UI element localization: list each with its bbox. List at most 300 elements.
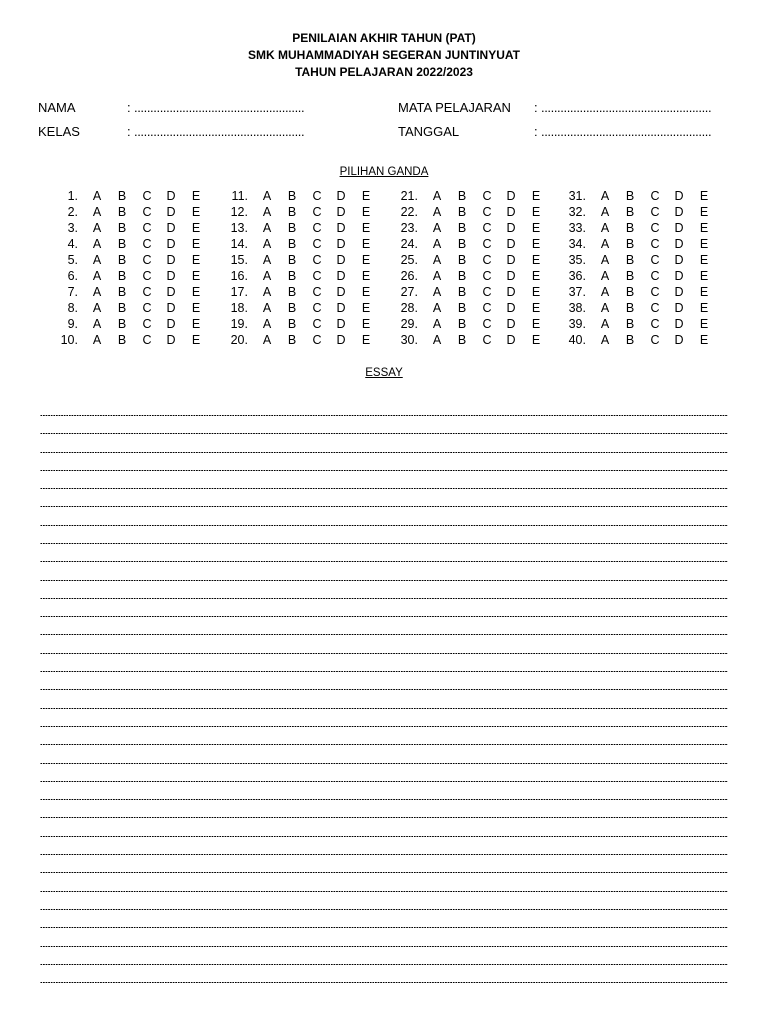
- answer-option-d[interactable]: D: [506, 301, 516, 315]
- question-row: [556, 268, 726, 284]
- answer-option-a[interactable]: A: [600, 285, 610, 299]
- question-row: [218, 268, 388, 284]
- field-nama[interactable]: [38, 100, 338, 116]
- answer-option-e[interactable]: E: [191, 221, 201, 235]
- question-row: [388, 188, 558, 204]
- answer-option-e[interactable]: E: [531, 253, 541, 267]
- answer-option-e[interactable]: E: [191, 285, 201, 299]
- answer-option-d[interactable]: D: [166, 301, 176, 315]
- answer-option-d[interactable]: D: [506, 237, 516, 251]
- answer-option-b[interactable]: B: [117, 237, 127, 251]
- answer-option-d[interactable]: D: [674, 237, 684, 251]
- answer-option-d[interactable]: D: [506, 205, 516, 219]
- pilihan-ganda-title: PILIHAN GANDA: [339, 166, 429, 178]
- question-number: 26.: [400, 269, 418, 283]
- answer-option-b[interactable]: B: [287, 285, 297, 299]
- answer-option-c[interactable]: C: [142, 189, 152, 203]
- answer-option-e[interactable]: E: [361, 317, 371, 331]
- essay-line[interactable]: [40, 455, 728, 473]
- question-row: [388, 332, 558, 348]
- answer-option-c[interactable]: C: [312, 253, 322, 267]
- answer-option-c[interactable]: C: [142, 285, 152, 299]
- question-row: [48, 236, 218, 252]
- question-row: [48, 204, 218, 220]
- question-number: 27.: [400, 285, 418, 299]
- question-row: [556, 316, 726, 332]
- essay-line[interactable]: [40, 418, 728, 436]
- answer-option-b[interactable]: B: [625, 189, 635, 203]
- answer-option-b[interactable]: B: [117, 189, 127, 203]
- essay-line[interactable]: [40, 894, 728, 912]
- answer-option-d[interactable]: D: [674, 221, 684, 235]
- answer-option-b[interactable]: B: [287, 205, 297, 219]
- answer-option-d[interactable]: D: [336, 237, 346, 251]
- answer-option-a[interactable]: A: [92, 221, 102, 235]
- answer-option-a[interactable]: A: [262, 189, 272, 203]
- field-tanggal-dots[interactable]: .....................................................: [541, 124, 712, 139]
- answer-option-a[interactable]: A: [600, 317, 610, 331]
- answer-option-c[interactable]: C: [142, 333, 152, 347]
- answer-option-c[interactable]: C: [312, 221, 322, 235]
- answer-option-d[interactable]: D: [166, 317, 176, 331]
- answer-option-e[interactable]: E: [191, 269, 201, 283]
- essay-line[interactable]: [40, 876, 728, 894]
- field-kelas-colon: :: [127, 124, 131, 139]
- answer-option-a[interactable]: A: [432, 237, 442, 251]
- essay-line[interactable]: [40, 821, 728, 839]
- essay-line[interactable]: [40, 620, 728, 638]
- answer-option-c[interactable]: C: [142, 317, 152, 331]
- question-number: 6.: [67, 269, 78, 283]
- question-number: 22.: [400, 205, 418, 219]
- question-row: [388, 268, 558, 284]
- answer-option-a[interactable]: A: [92, 333, 102, 347]
- answer-option-b[interactable]: B: [625, 221, 635, 235]
- essay-line[interactable]: [40, 857, 728, 875]
- essay-line[interactable]: [40, 510, 728, 528]
- answer-option-e[interactable]: E: [699, 285, 709, 299]
- answer-option-e[interactable]: E: [699, 317, 709, 331]
- answer-option-b[interactable]: B: [287, 317, 297, 331]
- question-row: [388, 220, 558, 236]
- answer-option-a[interactable]: A: [262, 301, 272, 315]
- answer-option-e[interactable]: E: [699, 253, 709, 267]
- answer-option-c[interactable]: C: [312, 205, 322, 219]
- essay-line[interactable]: [40, 967, 728, 985]
- answer-option-d[interactable]: D: [166, 221, 176, 235]
- question-number: 39.: [568, 317, 586, 331]
- question-number: 3.: [67, 221, 78, 235]
- question-row: [48, 316, 218, 332]
- answer-option-a[interactable]: A: [262, 333, 272, 347]
- essay-line[interactable]: [40, 784, 728, 802]
- answer-option-b[interactable]: B: [625, 301, 635, 315]
- answer-option-b[interactable]: B: [287, 221, 297, 235]
- question-number: 24.: [400, 237, 418, 251]
- essay-line[interactable]: [40, 949, 728, 967]
- question-row: [218, 332, 388, 348]
- question-row: [218, 284, 388, 300]
- question-row: [218, 252, 388, 268]
- answer-option-b[interactable]: B: [117, 333, 127, 347]
- answer-option-c[interactable]: C: [142, 301, 152, 315]
- question-row: [556, 204, 726, 220]
- field-kelas[interactable]: [38, 124, 338, 140]
- essay-line[interactable]: [40, 656, 728, 674]
- answer-option-d[interactable]: D: [336, 269, 346, 283]
- answer-option-d[interactable]: D: [336, 301, 346, 315]
- field-tanggal-label: TANGGAL: [398, 124, 460, 139]
- question-row: [48, 268, 218, 284]
- answer-option-c[interactable]: C: [650, 237, 660, 251]
- answer-option-b[interactable]: B: [117, 285, 127, 299]
- question-row: [556, 188, 726, 204]
- answer-option-e[interactable]: E: [361, 189, 371, 203]
- answer-option-c[interactable]: C: [650, 333, 660, 347]
- answer-option-a[interactable]: A: [600, 269, 610, 283]
- answer-option-e[interactable]: E: [361, 269, 371, 283]
- essay-line[interactable]: [40, 729, 728, 747]
- answer-option-e[interactable]: E: [191, 237, 201, 251]
- answer-option-a[interactable]: A: [262, 269, 272, 283]
- answer-option-c[interactable]: C: [650, 189, 660, 203]
- answer-option-e[interactable]: E: [699, 333, 709, 347]
- answer-option-c[interactable]: C: [482, 269, 492, 283]
- question-row: [556, 236, 726, 252]
- answer-option-d[interactable]: D: [506, 221, 516, 235]
- field-tanggal[interactable]: [398, 124, 738, 140]
- question-number: 9.: [67, 317, 78, 331]
- answer-option-b[interactable]: B: [287, 333, 297, 347]
- answer-option-a[interactable]: A: [92, 205, 102, 219]
- answer-option-e[interactable]: E: [361, 301, 371, 315]
- answer-option-b[interactable]: B: [457, 205, 467, 219]
- answer-option-a[interactable]: A: [432, 189, 442, 203]
- answer-option-c[interactable]: C: [650, 253, 660, 267]
- essay-line[interactable]: [40, 437, 728, 455]
- answer-option-a[interactable]: A: [262, 317, 272, 331]
- answer-option-e[interactable]: E: [699, 189, 709, 203]
- answer-option-a[interactable]: A: [92, 301, 102, 315]
- answer-option-c[interactable]: C: [482, 301, 492, 315]
- essay-line[interactable]: [40, 674, 728, 692]
- answer-option-c[interactable]: C: [312, 269, 322, 283]
- answer-option-b[interactable]: B: [457, 333, 467, 347]
- answer-option-e[interactable]: E: [699, 205, 709, 219]
- answer-option-b[interactable]: B: [457, 301, 467, 315]
- essay-line[interactable]: [40, 931, 728, 949]
- answer-option-a[interactable]: A: [92, 269, 102, 283]
- question-number: 23.: [400, 221, 418, 235]
- answer-option-d[interactable]: D: [674, 269, 684, 283]
- answer-option-d[interactable]: D: [166, 333, 176, 347]
- answer-option-a[interactable]: A: [432, 301, 442, 315]
- answer-option-d[interactable]: D: [336, 205, 346, 219]
- answer-option-b[interactable]: B: [117, 221, 127, 235]
- answer-option-d[interactable]: D: [674, 317, 684, 331]
- essay-line[interactable]: [40, 693, 728, 711]
- essay-line[interactable]: [40, 400, 728, 418]
- essay-line[interactable]: [40, 546, 728, 564]
- answer-option-a[interactable]: A: [262, 205, 272, 219]
- answer-option-b[interactable]: B: [457, 189, 467, 203]
- essay-line[interactable]: [40, 638, 728, 656]
- answer-option-b[interactable]: B: [625, 285, 635, 299]
- answer-option-e[interactable]: E: [531, 189, 541, 203]
- answer-option-e[interactable]: E: [191, 317, 201, 331]
- question-number: 33.: [568, 221, 586, 235]
- answer-option-a[interactable]: A: [432, 253, 442, 267]
- answer-option-a[interactable]: A: [92, 317, 102, 331]
- answer-option-a[interactable]: A: [432, 285, 442, 299]
- answer-option-d[interactable]: D: [336, 221, 346, 235]
- answer-option-c[interactable]: C: [312, 317, 322, 331]
- answer-option-c[interactable]: C: [482, 253, 492, 267]
- answer-option-b[interactable]: B: [117, 317, 127, 331]
- answer-option-a[interactable]: A: [92, 237, 102, 251]
- answer-option-d[interactable]: D: [166, 269, 176, 283]
- answer-option-a[interactable]: A: [600, 333, 610, 347]
- answer-option-a[interactable]: A: [432, 269, 442, 283]
- answer-option-a[interactable]: A: [600, 237, 610, 251]
- answer-option-a[interactable]: A: [432, 205, 442, 219]
- answer-option-c[interactable]: C: [482, 285, 492, 299]
- answer-option-e[interactable]: E: [531, 221, 541, 235]
- answer-option-d[interactable]: D: [336, 333, 346, 347]
- question-number: 29.: [400, 317, 418, 331]
- question-number: 20.: [230, 333, 248, 347]
- answer-option-b[interactable]: B: [117, 269, 127, 283]
- answer-option-b[interactable]: B: [457, 237, 467, 251]
- answer-option-b[interactable]: B: [625, 205, 635, 219]
- question-number: 31.: [568, 189, 586, 203]
- question-number: 2.: [67, 205, 78, 219]
- answer-option-d[interactable]: D: [506, 317, 516, 331]
- answer-option-d[interactable]: D: [506, 333, 516, 347]
- answer-option-c[interactable]: C: [142, 253, 152, 267]
- question-row: [218, 220, 388, 236]
- answer-option-c[interactable]: C: [312, 285, 322, 299]
- answer-option-d[interactable]: D: [674, 301, 684, 315]
- answer-option-e[interactable]: E: [361, 253, 371, 267]
- answer-option-c[interactable]: C: [482, 317, 492, 331]
- question-number: 13.: [230, 221, 248, 235]
- answer-option-d[interactable]: D: [674, 333, 684, 347]
- answer-option-c[interactable]: C: [312, 301, 322, 315]
- answer-option-b[interactable]: B: [625, 269, 635, 283]
- answer-option-b[interactable]: B: [625, 253, 635, 267]
- answer-option-b[interactable]: B: [287, 253, 297, 267]
- field-nama-colon: :: [127, 100, 131, 115]
- question-row: [218, 236, 388, 252]
- answer-option-a[interactable]: A: [262, 253, 272, 267]
- answer-option-b[interactable]: B: [287, 237, 297, 251]
- answer-option-d[interactable]: D: [336, 253, 346, 267]
- answer-option-a[interactable]: A: [92, 285, 102, 299]
- question-number: 14.: [230, 237, 248, 251]
- question-number: 34.: [568, 237, 586, 251]
- question-number: 25.: [400, 253, 418, 267]
- answer-option-b[interactable]: B: [117, 253, 127, 267]
- answer-option-a[interactable]: A: [600, 189, 610, 203]
- answer-option-a[interactable]: A: [432, 317, 442, 331]
- answer-option-b[interactable]: B: [457, 221, 467, 235]
- answer-option-a[interactable]: A: [432, 221, 442, 235]
- answer-option-e[interactable]: E: [361, 333, 371, 347]
- answer-option-c[interactable]: C: [650, 285, 660, 299]
- answer-option-e[interactable]: E: [531, 205, 541, 219]
- answer-option-e[interactable]: E: [361, 205, 371, 219]
- essay-line[interactable]: [40, 528, 728, 546]
- essay-line[interactable]: [40, 583, 728, 601]
- field-nama-dots[interactable]: .....................................................: [134, 100, 305, 115]
- answer-option-b[interactable]: B: [625, 333, 635, 347]
- answer-option-e[interactable]: E: [531, 301, 541, 315]
- essay-line[interactable]: [40, 803, 728, 821]
- essay-line[interactable]: [40, 748, 728, 766]
- question-row: [218, 188, 388, 204]
- question-row: [48, 332, 218, 348]
- answer-option-a[interactable]: A: [432, 333, 442, 347]
- answer-option-c[interactable]: C: [650, 317, 660, 331]
- answer-option-a[interactable]: A: [262, 221, 272, 235]
- answer-option-b[interactable]: B: [287, 269, 297, 283]
- answer-option-b[interactable]: B: [287, 189, 297, 203]
- answer-option-c[interactable]: C: [650, 269, 660, 283]
- answer-option-a[interactable]: A: [600, 253, 610, 267]
- answer-column: [218, 188, 388, 348]
- answer-option-b[interactable]: B: [625, 317, 635, 331]
- essay-line[interactable]: [40, 491, 728, 509]
- answer-option-d[interactable]: D: [506, 189, 516, 203]
- essay-line[interactable]: [40, 711, 728, 729]
- essay-answer-area[interactable]: [40, 400, 728, 986]
- answer-option-a[interactable]: A: [262, 237, 272, 251]
- question-number: 37.: [568, 285, 586, 299]
- answer-option-e[interactable]: E: [699, 269, 709, 283]
- answer-option-c[interactable]: C: [650, 205, 660, 219]
- answer-option-e[interactable]: E: [531, 269, 541, 283]
- answer-column: [48, 188, 218, 348]
- answer-option-b[interactable]: B: [457, 285, 467, 299]
- answer-option-d[interactable]: D: [166, 205, 176, 219]
- answer-option-c[interactable]: C: [142, 221, 152, 235]
- answer-option-a[interactable]: A: [92, 189, 102, 203]
- answer-option-c[interactable]: C: [312, 333, 322, 347]
- essay-line[interactable]: [40, 912, 728, 930]
- answer-option-e[interactable]: E: [699, 221, 709, 235]
- answer-option-c[interactable]: C: [142, 269, 152, 283]
- answer-column: [556, 188, 726, 348]
- essay-line[interactable]: [40, 601, 728, 619]
- answer-option-e[interactable]: E: [699, 237, 709, 251]
- answer-option-a[interactable]: A: [262, 285, 272, 299]
- question-number: 4.: [67, 237, 78, 251]
- answer-option-c[interactable]: C: [482, 205, 492, 219]
- answer-option-a[interactable]: A: [600, 205, 610, 219]
- answer-option-d[interactable]: D: [166, 285, 176, 299]
- answer-option-d[interactable]: D: [506, 253, 516, 267]
- multiple-choice-grid: [0, 188, 768, 353]
- answer-option-e[interactable]: E: [531, 317, 541, 331]
- answer-option-d[interactable]: D: [336, 285, 346, 299]
- answer-option-e[interactable]: E: [191, 333, 201, 347]
- answer-option-b[interactable]: B: [117, 301, 127, 315]
- answer-option-c[interactable]: C: [650, 221, 660, 235]
- answer-option-d[interactable]: D: [674, 285, 684, 299]
- answer-option-d[interactable]: D: [674, 205, 684, 219]
- answer-option-a[interactable]: A: [600, 301, 610, 315]
- answer-option-d[interactable]: D: [336, 189, 346, 203]
- answer-option-b[interactable]: B: [457, 317, 467, 331]
- answer-option-b[interactable]: B: [457, 253, 467, 267]
- question-number: 38.: [568, 301, 586, 315]
- answer-option-d[interactable]: D: [674, 253, 684, 267]
- answer-option-c[interactable]: C: [142, 237, 152, 251]
- answer-option-e[interactable]: E: [361, 285, 371, 299]
- answer-option-b[interactable]: B: [117, 205, 127, 219]
- answer-option-e[interactable]: E: [361, 221, 371, 235]
- question-number: 12.: [230, 205, 248, 219]
- question-number: 1.: [67, 189, 78, 203]
- essay-line[interactable]: [40, 565, 728, 583]
- answer-option-d[interactable]: D: [506, 285, 516, 299]
- answer-option-c[interactable]: C: [482, 221, 492, 235]
- question-number: 10.: [60, 333, 78, 347]
- answer-option-c[interactable]: C: [312, 237, 322, 251]
- question-row: [48, 188, 218, 204]
- answer-option-c[interactable]: C: [142, 205, 152, 219]
- answer-option-a[interactable]: A: [600, 221, 610, 235]
- essay-line[interactable]: [40, 766, 728, 784]
- field-kelas-dots[interactable]: .....................................................: [134, 124, 305, 139]
- field-mata-pelajaran-dots[interactable]: .....................................................: [541, 100, 712, 115]
- question-row: [556, 284, 726, 300]
- answer-option-d[interactable]: D: [166, 253, 176, 267]
- question-number: 18.: [230, 301, 248, 315]
- header-year: TAHUN PELAJARAN 2022/2023: [295, 65, 473, 79]
- answer-option-e[interactable]: E: [191, 205, 201, 219]
- answer-option-e[interactable]: E: [191, 189, 201, 203]
- answer-option-e[interactable]: E: [531, 285, 541, 299]
- answer-option-d[interactable]: D: [506, 269, 516, 283]
- answer-option-c[interactable]: C: [650, 301, 660, 315]
- answer-option-b[interactable]: B: [457, 269, 467, 283]
- answer-option-d[interactable]: D: [336, 317, 346, 331]
- answer-option-b[interactable]: B: [287, 301, 297, 315]
- answer-option-c[interactable]: C: [482, 333, 492, 347]
- field-mata-pelajaran[interactable]: [398, 100, 738, 116]
- answer-option-c[interactable]: C: [482, 237, 492, 251]
- answer-option-d[interactable]: D: [166, 189, 176, 203]
- answer-option-e[interactable]: E: [699, 301, 709, 315]
- answer-option-e[interactable]: E: [361, 237, 371, 251]
- answer-option-e[interactable]: E: [191, 301, 201, 315]
- answer-option-a[interactable]: A: [92, 253, 102, 267]
- question-number: 19.: [230, 317, 248, 331]
- answer-option-e[interactable]: E: [191, 253, 201, 267]
- answer-option-e[interactable]: E: [531, 237, 541, 251]
- essay-line[interactable]: [40, 839, 728, 857]
- answer-option-b[interactable]: B: [625, 237, 635, 251]
- answer-option-c[interactable]: C: [312, 189, 322, 203]
- question-row: [388, 204, 558, 220]
- answer-option-d[interactable]: D: [674, 189, 684, 203]
- answer-option-e[interactable]: E: [531, 333, 541, 347]
- essay-line[interactable]: [40, 473, 728, 491]
- answer-option-d[interactable]: D: [166, 237, 176, 251]
- answer-option-c[interactable]: C: [482, 189, 492, 203]
